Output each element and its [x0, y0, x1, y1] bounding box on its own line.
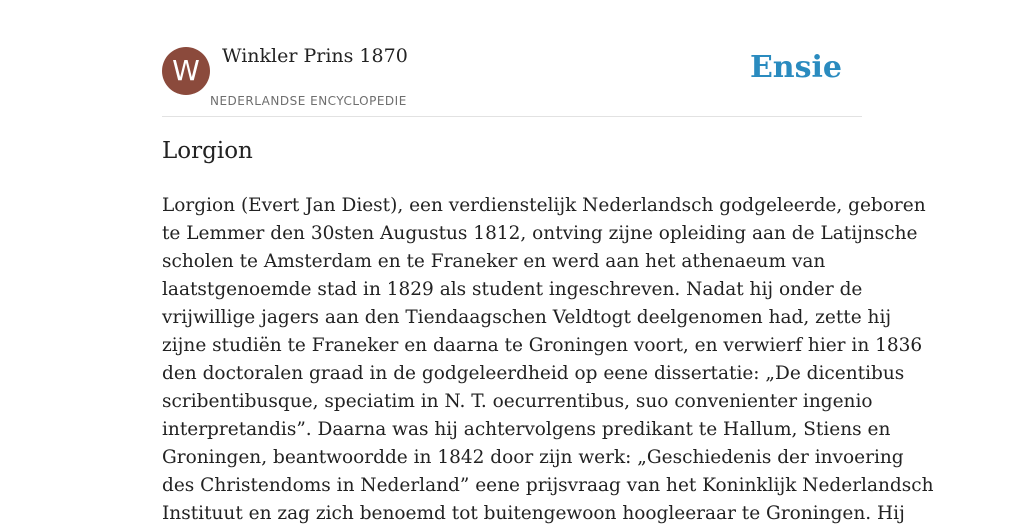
entry-body [162, 192, 934, 528]
source-subtitle: NEDERLANDSE ENCYCLOPEDIE [210, 94, 407, 108]
body-line: Instituut en zag zich benoemd tot buitengewoon hoogleeraar te Groningen. Hij [162, 503, 905, 524]
header [162, 0, 862, 117]
body-line: laatstgenoemde stad in 1829 als student ingeschreven. Nadat hij onder de [162, 279, 863, 300]
body-line: zijne studiën te Franeker en daarna te Groningen voort, en verwierf hier in 1836 [162, 335, 923, 356]
entry-title: Lorgion [162, 138, 253, 164]
body-line: scribentibusque, speciatim in N. T. oecurrentibus, suo convenienter ingenio [162, 391, 873, 412]
body-line: interpretandis”. Daarna was hij achtervolgens predikant te Hallum, Stiens en [162, 419, 891, 440]
body-line: Groningen, beantwoordde in 1842 door zijn werk: „Geschiedenis der invoering [162, 447, 904, 468]
body-line: Lorgion (Evert Jan Diest), een verdienstelijk Nederlandsch godgeleerde, geboren [162, 195, 926, 216]
avatar[interactable]: W [162, 47, 210, 95]
body-line: te Lemmer den 30sten Augustus 1812, ontving zijne opleiding aan de Latijnsche [162, 223, 918, 244]
body-line: vrijwillige jagers aan den Tiendaagschen Veldtogt deelgenomen had, zette hij [162, 307, 892, 328]
source-title[interactable]: Winkler Prins 1870 [222, 45, 408, 67]
body-line: scholen te Amsterdam en te Franeker en werd aan het athenaeum van [162, 251, 826, 272]
body-line: den doctoralen graad in de godgeleerdheid op eene dissertatie: „De dicentibus [162, 363, 905, 384]
body-line: des Christendoms in Nederland” eene prijsvraag van het Koninklijk Nederlandsch [162, 475, 934, 496]
brand-logo-link[interactable]: Ensie [749, 50, 842, 85]
